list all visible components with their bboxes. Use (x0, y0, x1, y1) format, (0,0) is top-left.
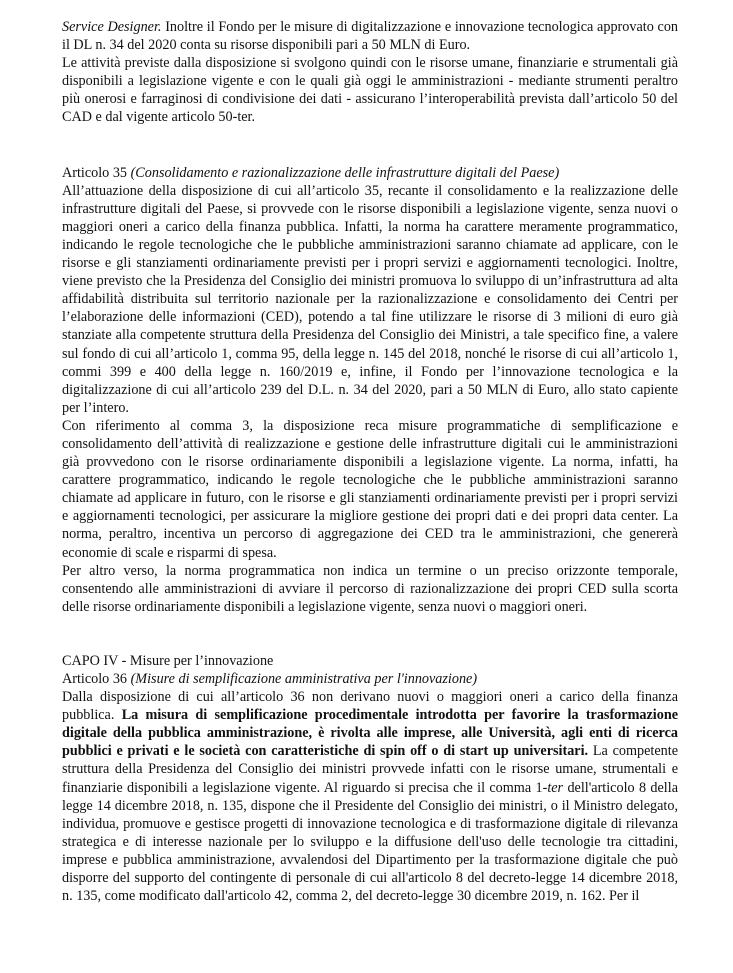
article-35-title: (Consolidamento e razionalizzazione delle infrastrutture digitali del Paese) (130, 164, 560, 181)
section-spacer (62, 616, 678, 652)
article-36-bold-statement: La misura di semplificazione procedimentale introdotta per favorire la trasformazione digitale della pubblica amministrazione, è rivolta alle imprese, alle Università, agli enti di ricerca pubblici e privati e le società con caratteristiche di spin off o di start up universitari. (62, 707, 679, 760)
article-36-text-start: Dalla disposizione di cui all’articolo 36 non derivano nuovi o maggiori oneri a carico della finanza pubblica. (62, 689, 678, 724)
article-35-paragraph-3: Per altro verso, la norma programmatica non indica un termine o un preciso orizzonte temporale, consentendo alle amministrazioni di avviare il percorso di razionalizzazione dei propri CED sulla scorta delle risorse ordinariamente disponibili a legislazione vigente, senza nuovi o maggiori oneri. (62, 562, 678, 615)
article-36-number: Articolo 36 (62, 671, 131, 687)
intro-paragraph-2: Le attività previste dalla disposizione si svolgono quindi con le risorse umane, finanziarie e strumentali già disponibili a legislazione vigente e con le quali già oggi le amministrazioni - mediante strumenti peraltro più onerosi e farraginosi di condivisione dei dati - assicurano l’interoperabilità prevista dall’articolo 50 del CAD e dal vigente articolo 50-ter. (62, 55, 678, 126)
intro-paragraph-1 (62, 18, 678, 54)
intro-paragraph-1-text: Inoltre il Fondo per le misure di digitalizzazione e innovazione tecnologica approvato con il DL n. 34 del 2020 conta su risorse disponibili pari a 50 MLN di Euro. (62, 19, 679, 54)
article-36-paragraph-1 (62, 688, 678, 905)
article-36-title: (Misure di semplificazione amministrativa per l'innovazione) (130, 671, 478, 687)
article-35-heading (62, 164, 678, 182)
document-page (62, 18, 678, 905)
article-35-paragraph-2: Con riferimento al comma 3, la disposizione reca misure programmatiche di semplificazione e consolidamento dell’attività di realizzazione e gestione delle infrastrutture digitali cui le amministrazioni già provvedono con le risorse ordinariamente disponibili a legislazione vigente. La norma, infatti, ha carattere programmatico, indicando le regole tecnologiche che le pubbliche amministrazioni saranno chiamate ad applicare in futuro, con le risorse e gli stanziamenti ordinariamente previsti per i propri servizi e aggiornamenti tecnologici, per assicurare la migliore gestione dei propri dati e dei propri data center. La norma, peraltro, incentiva un percorso di aggregazione dei CED tra le amministrazioni, che genererà economie di scale e risparmi di spesa. (62, 417, 678, 561)
service-designer-term: Service Designer. (62, 19, 162, 35)
article-36-ter-term: ter (547, 779, 564, 796)
article-36-heading (62, 670, 678, 688)
capo-iv-heading: CAPO IV - Misure per l’innovazione (62, 652, 274, 669)
article-36-text-end: dell'articolo 8 della legge 14 dicembre 2018, n. 135, dispone che il Presidente del Consiglio dei ministri, o il Ministro delegato, individua, promuove e gestisce progetti di innovazione tecnologica e di trasformazione digitale di rilevanza strategica e di interesse nazionale per lo sviluppo e la diffusione dell'uso delle tecnologie tra cittadini, imprese e pubblica amministrazione, avvalendosi del Dipartimento per la trasformazione digitale che può disporre del supporto del contingente di personale di cui all'articolo 8 del decreto-legge 14 dicembre 2018, n. 135, come modificato dall'articolo 42, comma 2, del decreto-legge 30 dicembre 2019, n. 162. Per il (62, 779, 678, 905)
article-35-number: Articolo 35 (62, 164, 131, 181)
article-35-paragraph-1: All’attuazione della disposizione di cui all’articolo 35, recante il consolidamento e la realizzazione delle infrastrutture digitali del Paese, si provvede con le risorse disponibili a legislazione vigente, senza nuovi o maggiori oneri a carico della finanza pubblica. Infatti, la norma ha carattere meramente programmatico, indicando le regole tecnologiche che le pubbliche amministrazioni saranno chiamate ad applicare, con le risorse e gli stanziamenti ordinariamente previsti per i propri servizi e aggiornamenti tecnologici. Inoltre, viene previsto che la Presidenza del Consiglio dei ministri promuova lo sviluppo di un’infrastruttura ad alta affidabilità distribuita sul territorio nazionale per la razionalizzazione e consolidamento dei Centri per l’elaborazione delle informazioni (CED), potendo a tal fine utilizzare le risorse di 3 milioni di euro già stanziate alla competente struttura della Presidenza del Consiglio dei Ministri, a tale specifico fine, a valere sul fondo di cui all’articolo 1, comma 95, della legge n. 145 del 2018, nonché le risorse di cui all’articolo 1, commi 399 e 400 della legge n. 160/2019 e, infine, il Fondo per l’innovazione tecnologica e la digitalizzazione di cui all’articolo 239 del D.L. n. 34 del 2020, pari a 50 MLN di Euro, allo stato capiente per l’intero. (62, 182, 678, 416)
section-spacer (62, 127, 678, 164)
article-36-text-middle: La competente struttura della Presidenza del Consiglio dei ministri provvede infatti con le risorse umane, strumentali e finanziarie disponibili a legislazione vigente. Al riguardo si precisa che il comma 1- (62, 743, 678, 796)
